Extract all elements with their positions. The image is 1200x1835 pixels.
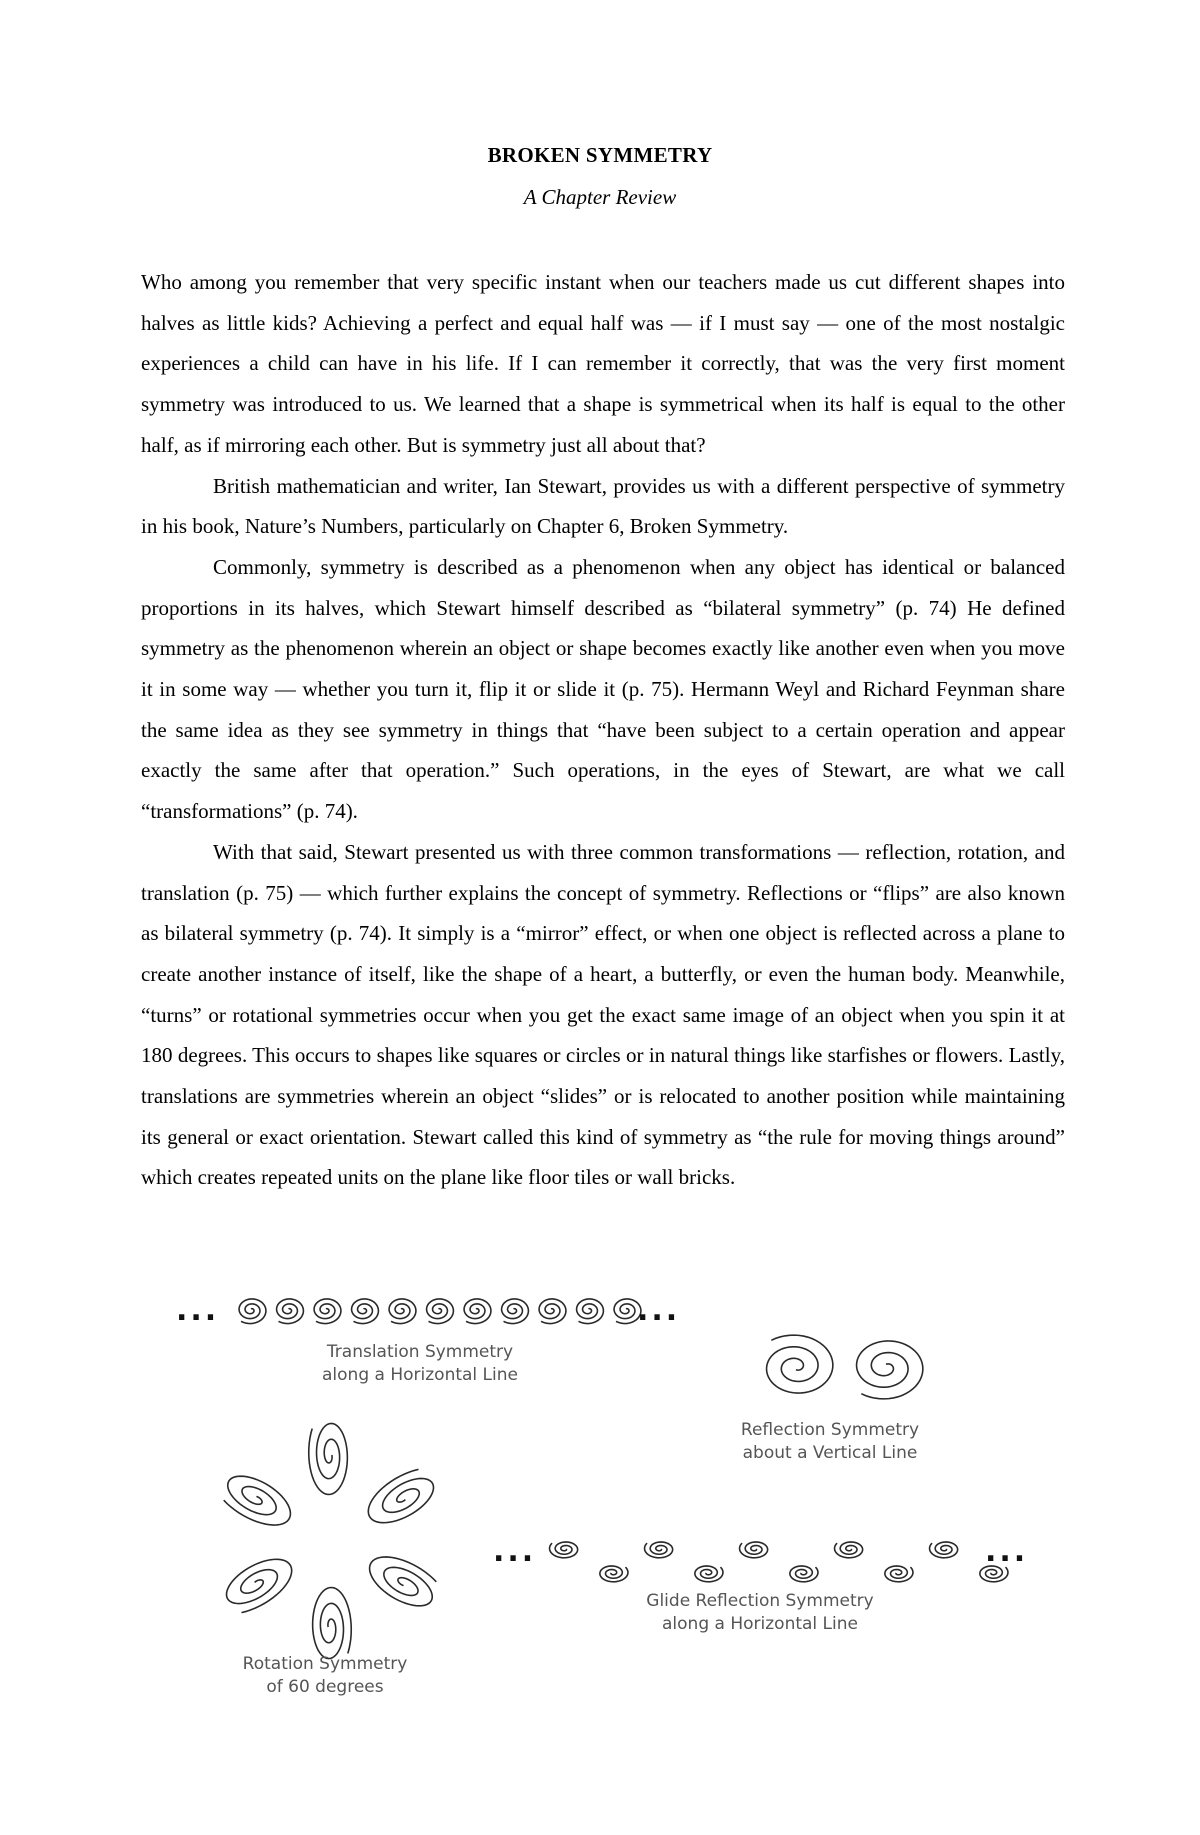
spiral-shape <box>539 1299 566 1324</box>
spiral-shape <box>502 1299 529 1324</box>
reflection-symmetry-figure <box>767 1335 923 1399</box>
caption-line: about a Vertical Line <box>742 1443 918 1463</box>
caption-line: of 60 degrees <box>266 1677 384 1697</box>
rotation-symmetry-figure <box>218 1423 443 1658</box>
ellipsis-dots: ... <box>493 1534 537 1569</box>
spiral-shape <box>645 1542 673 1558</box>
ellipsis-dots: ... <box>637 1293 681 1328</box>
spiral-shape <box>239 1299 266 1324</box>
glide-caption <box>600 1590 920 1636</box>
spiral-shape <box>352 1299 379 1324</box>
caption-line: Glide Reflection Symmetry <box>646 1591 874 1611</box>
rotation-caption <box>185 1653 465 1699</box>
caption-line: Translation Symmetry <box>326 1342 514 1362</box>
caption-line: Rotation Symmetry <box>242 1654 408 1674</box>
spiral-shape <box>218 1467 299 1536</box>
reflection-caption <box>680 1419 980 1465</box>
spiral-shape <box>314 1299 341 1324</box>
ellipsis-dots: ... <box>985 1534 1029 1569</box>
spiral-shape <box>600 1566 628 1582</box>
caption-line: along a Horizontal Line <box>662 1614 858 1634</box>
spiral-shape <box>220 1549 301 1618</box>
spiral-shape <box>767 1335 833 1393</box>
paragraph: With that said, Stewart presented us with three common transformations — reflection, rotation, and translation (p. 75) — which further explains the concept of symmetry. Reflections or “flips” are also known as bilateral symmetry (p. 74). It simply is a “mirror” effect, or when one object is reflected across a plane to create another instance of itself, like the shape of a heart, a butterfly, or even the human body. Meanwhile, “turns” or rotational symmetries occur when you get the exact same image of an object when you spin it at 180 degrees. This occurs to shapes like squares or circles or in natural things like starfishes or flowers. Lastly, translations are symmetries wherein an object “slides” or is relocated to another position while maintaining its general or exact orientation. Stewart called this kind of symmetry as “the rule for moving things around” which creates repeated units on the plane like floor tiles or wall bricks. <box>141 839 1065 1190</box>
spiral-shape <box>427 1299 454 1324</box>
paragraph: Commonly, symmetry is described as a phenomenon when any object has identical or balanced proportions in its halves, which Stewart himself described as “bilateral symmetry” (p. 74) He defined symmetry as the phenomenon wherein an object or shape becomes exactly like another even when you move it in some way — whether you turn it, flip it or slide it (p. 75). Hermann Weyl and Richard Feynman share the same idea as they see symmetry in things that “have been subject to a certain operation and appear exactly the same after that operation.” Such operations, in the eyes of Stewart, are what we call “transformations” (p. 74). <box>141 554 1065 824</box>
ellipsis-dots: ... <box>176 1293 220 1328</box>
spiral-shape <box>309 1423 348 1494</box>
paragraph: Who among you remember that very specific instant when our teachers made us cut different shapes into halves as little kids? Achieving a perfect and equal half was — if I must say — one of the most nostalgic experiences a child can have in his life. If I can remember it correctly, that was the very first moment symmetry was introduced to us. We learned that a shape is symmetrical when its half is equal to the other half, as if mirroring each other. But is symmetry just all about that? <box>141 270 1065 457</box>
spiral-shape <box>360 1464 441 1533</box>
caption-line: Reflection Symmetry <box>740 1420 920 1440</box>
spiral-shape <box>464 1299 491 1324</box>
spiral-shape <box>695 1566 723 1582</box>
document-title: BROKEN SYMMETRY <box>487 143 713 167</box>
spiral-shape <box>740 1542 768 1558</box>
spiral-shape <box>885 1566 913 1582</box>
paragraph: British mathematician and writer, Ian Stewart, provides us with a different perspective of symmetry in his book, Nature’s Numbers, particularly on Chapter 6, Broken Symmetry. <box>141 473 1065 539</box>
document-subtitle: A Chapter Review <box>523 185 677 209</box>
translation-caption <box>270 1341 570 1387</box>
spiral-shape <box>790 1566 818 1582</box>
caption-line: along a Horizontal Line <box>322 1365 518 1385</box>
spiral-shape <box>930 1542 958 1558</box>
spiral-shape <box>362 1546 443 1615</box>
glide-reflection-symmetry-figure <box>493 1534 1028 1582</box>
spiral-shape <box>857 1341 923 1399</box>
spiral-shape <box>313 1588 352 1659</box>
spiral-shape <box>835 1542 863 1558</box>
spiral-shape <box>389 1299 416 1324</box>
translation-symmetry-figure <box>176 1293 680 1328</box>
spiral-shape <box>550 1542 578 1558</box>
spiral-shape <box>577 1299 604 1324</box>
spiral-shape <box>277 1299 304 1324</box>
